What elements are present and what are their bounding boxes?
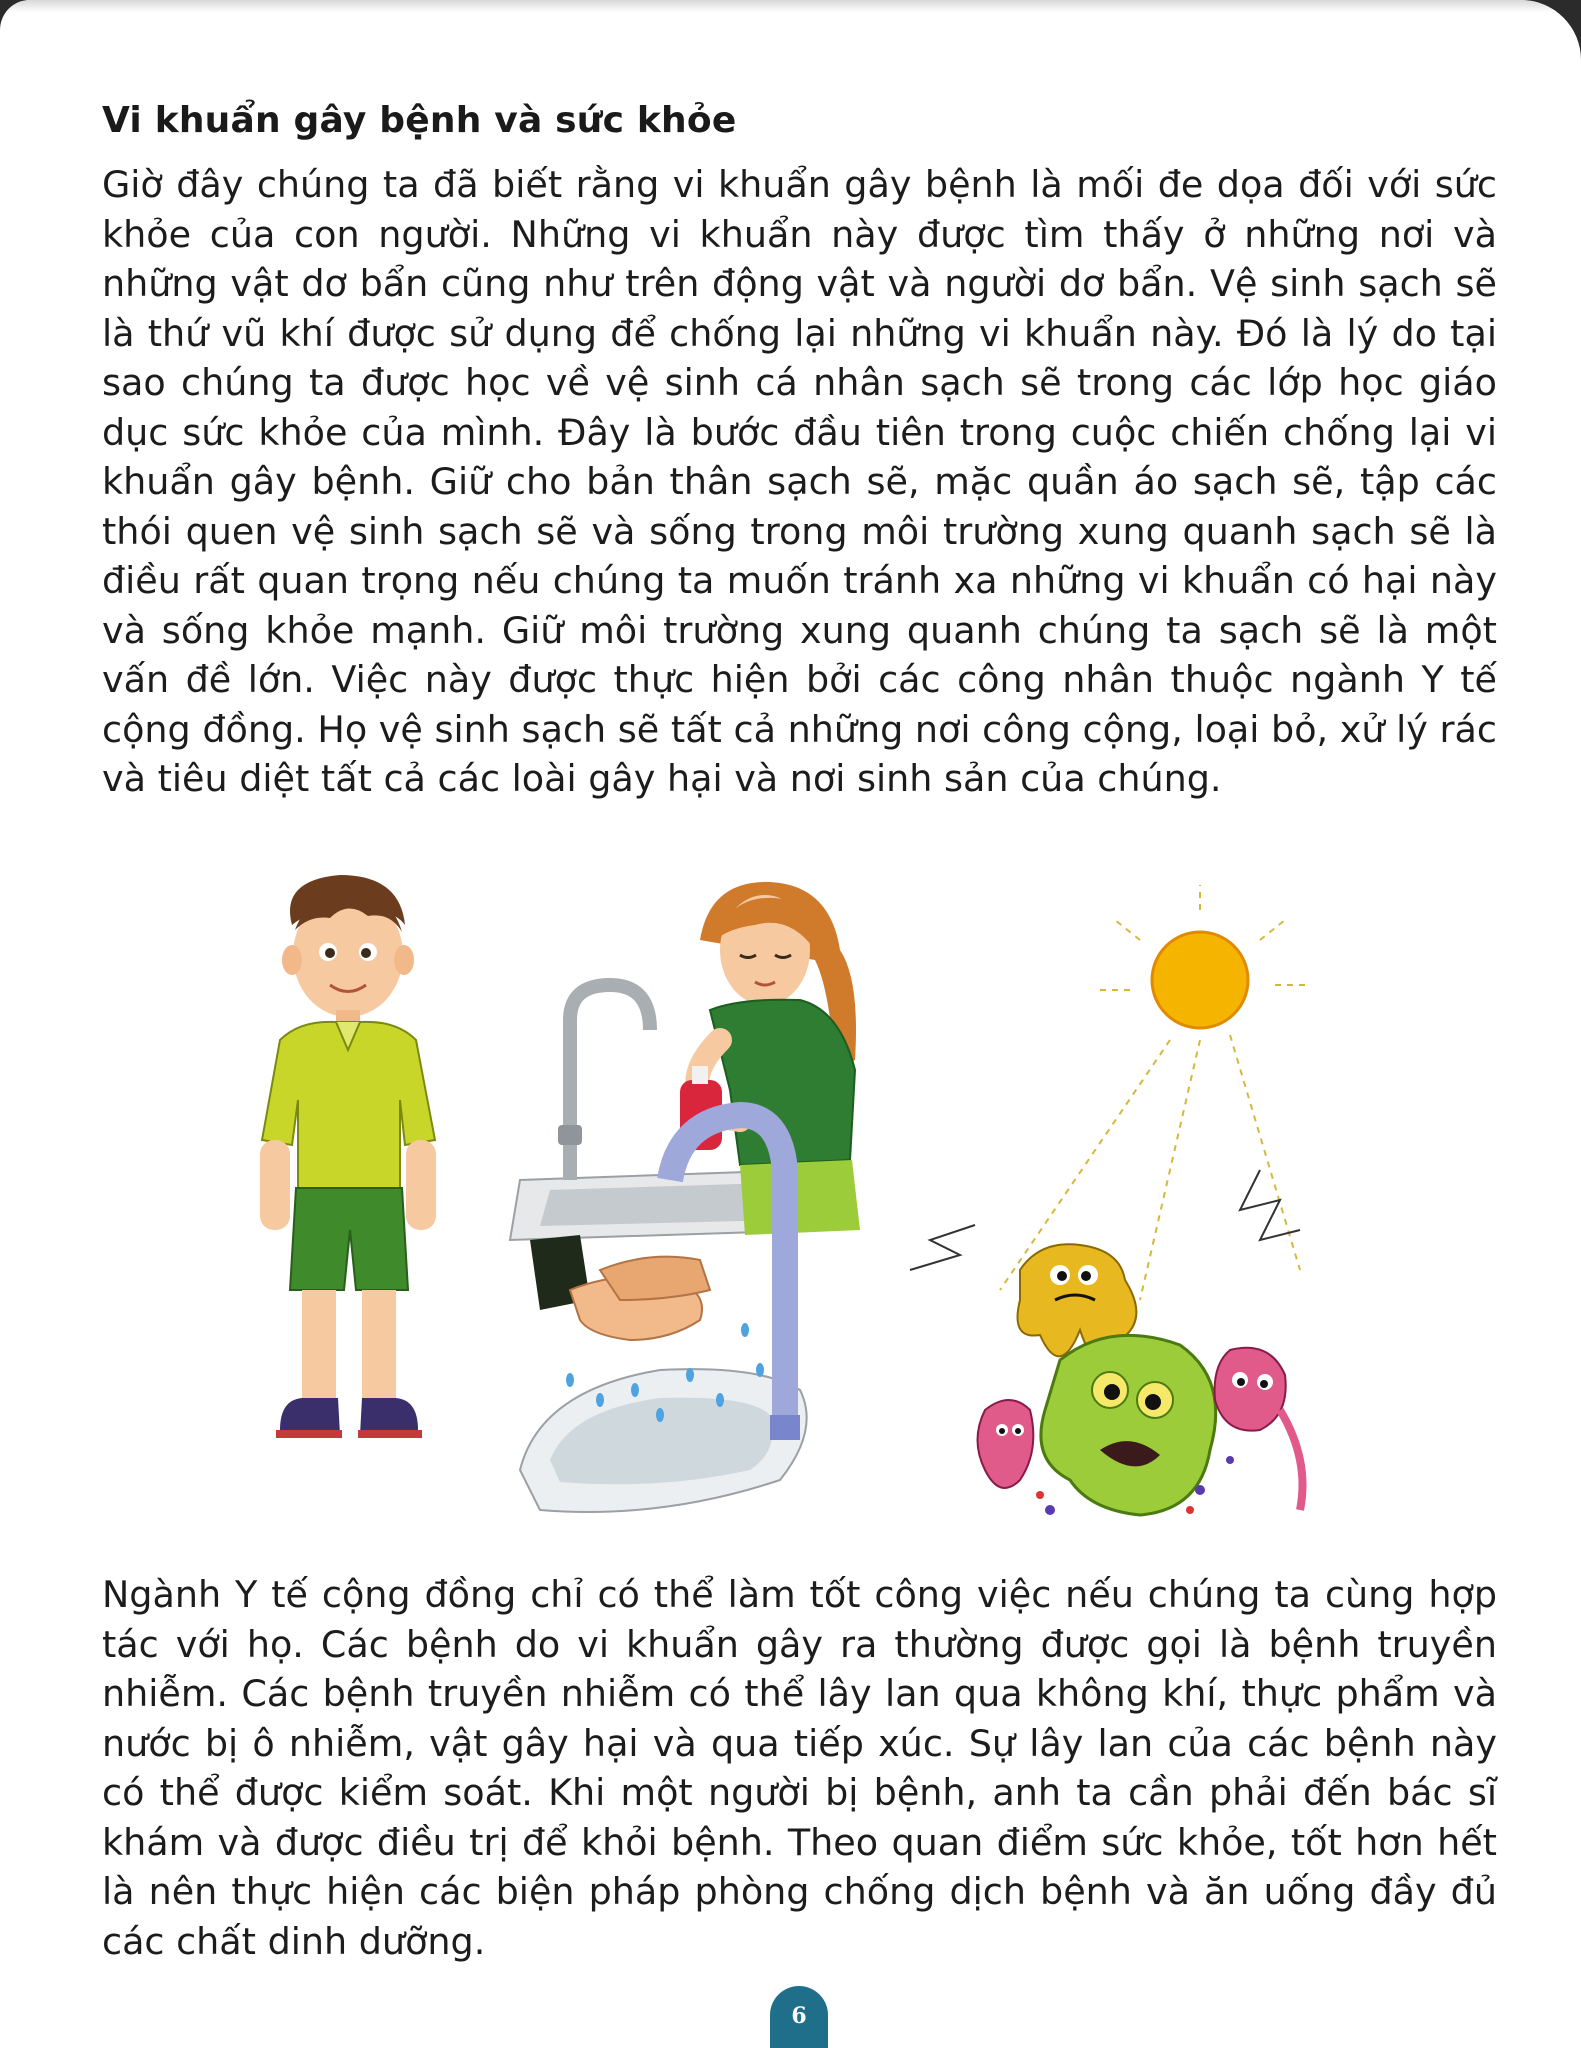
hygiene-illustration bbox=[240, 870, 1380, 1540]
green-germ bbox=[1041, 1335, 1216, 1515]
sun-and-germs-scene bbox=[910, 885, 1305, 1515]
paragraph-intro: Giờ đây chúng ta đã biết rằng vi khuẩn gây bệnh là mối đe dọa đối với sức khỏe của con người. Những vi khuẩn này được tìm thấy ở những nơi và những vật dơ bẩn cũng như trên động vật và người dơ bẩn. Vệ sinh sạch sẽ là thứ vũ khí được sử dụng để chống lại những vi khuẩn này. Đó là lý do tại sao chúng ta được học về vệ sinh cá nhân sạch sẽ trong các lớp học giáo dục sức khỏe của mình. Đây là bước đầu tiên trong cuộc chiến chống lại vi khuẩn gây bệnh. Giữ cho bản thân sạch sẽ, mặc quần áo sạch sẽ, tập các thói quen vệ sinh sạch sẽ và sống trong môi trường xung quanh sạch sẽ là điều rất quan trọng nếu chúng ta muốn tránh xa những vi khuẩn có hại này và sống khỏe mạnh. Giữ môi trường xung quanh chúng ta sạch sẽ là một vấn đề lớn. Việc này được thực hiện bởi các công nhân thuộc ngành Y tế cộng đồng. Họ vệ sinh sạch sẽ tất cả những nơi công cộng, loại bỏ, xử lý rác và tiêu diệt tất cả các loài gây hại và nơi sinh sản của chúng. bbox=[102, 163, 1497, 800]
pink-germ-small bbox=[978, 1400, 1034, 1488]
pink-germ-large bbox=[1215, 1348, 1303, 1510]
sun-icon bbox=[1000, 885, 1305, 1300]
paragraph-community-health: Ngành Y tế cộng đồng chỉ có thể làm tốt công việc nếu chúng ta cùng hợp tác với họ. Các bệnh do vi khuẩn gây ra thường được gọi là bệnh truyền nhiễm. Các bệnh truyền nhiễm có thể lây lan qua không khí, thực phẩm và nước bị ô nhiễm, vật gây hại và qua tiếp xúc. Sự lây lan của các bệnh này có thể được kiểm soát. Khi một người bị bệnh, anh ta cần phải đến bác sĩ khám và được điều trị để khỏi bệnh. Theo quan điểm sức khỏe, tốt hơn hết là nên thực hiện các biện pháp phòng chống dịch bệnh và ăn uống đầy đủ các chất dinh dưỡng. bbox=[102, 1573, 1497, 1963]
boy-figure bbox=[260, 875, 436, 1438]
section-title: Vi khuẩn gây bệnh và sức khỏe bbox=[102, 100, 737, 141]
girl-washing-hands-scene bbox=[510, 882, 860, 1240]
page-edge-shadow bbox=[0, 0, 1581, 12]
page-number-badge: 6 bbox=[770, 1986, 828, 2048]
